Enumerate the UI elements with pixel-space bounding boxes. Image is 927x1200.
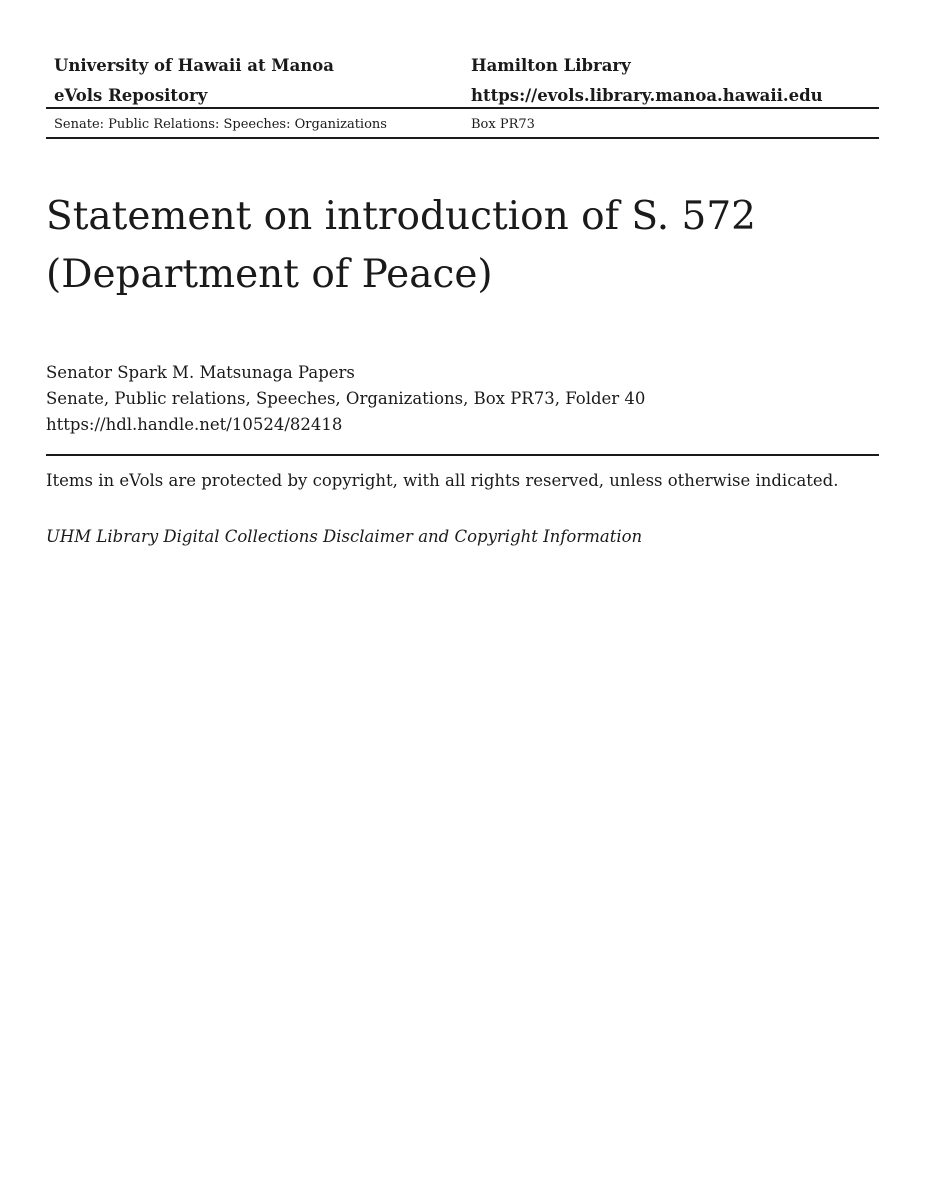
document-title-line-2: (Department of Peace) (46, 252, 493, 297)
document-metadata (46, 360, 879, 438)
document-title-line-1: Statement on introduction of S. 572 (46, 194, 756, 239)
folder-location: Senate, Public relations, Speeches, Organizations, Box PR73, Folder 40 (46, 389, 646, 408)
document-title (46, 188, 879, 304)
box-label: Box PR73 (471, 117, 535, 132)
repository-url[interactable]: https://evols.library.manoa.hawaii.edu (471, 86, 823, 105)
institution-name: University of Hawaii at Manoa (54, 56, 334, 75)
collection-path: Senate: Public Relations: Speeches: Organizations (54, 117, 387, 132)
copyright-notice: Items in eVols are protected by copyright, with all rights reserved, unless otherwise indicated. (46, 471, 839, 490)
subheader-divider (46, 137, 879, 139)
disclaimer-link[interactable]: UHM Library Digital Collections Disclaimer and Copyright Information (46, 527, 643, 546)
header-row-1 (46, 50, 879, 81)
library-name: Hamilton Library (471, 56, 631, 75)
header-divider (46, 107, 879, 109)
metadata-divider (46, 454, 879, 456)
handle-url-link[interactable]: https://hdl.handle.net/10524/82418 (46, 415, 343, 434)
repository-name: eVols Repository (54, 86, 208, 105)
papers-collection: Senator Spark M. Matsunaga Papers (46, 363, 355, 382)
subheader-row (46, 111, 879, 139)
